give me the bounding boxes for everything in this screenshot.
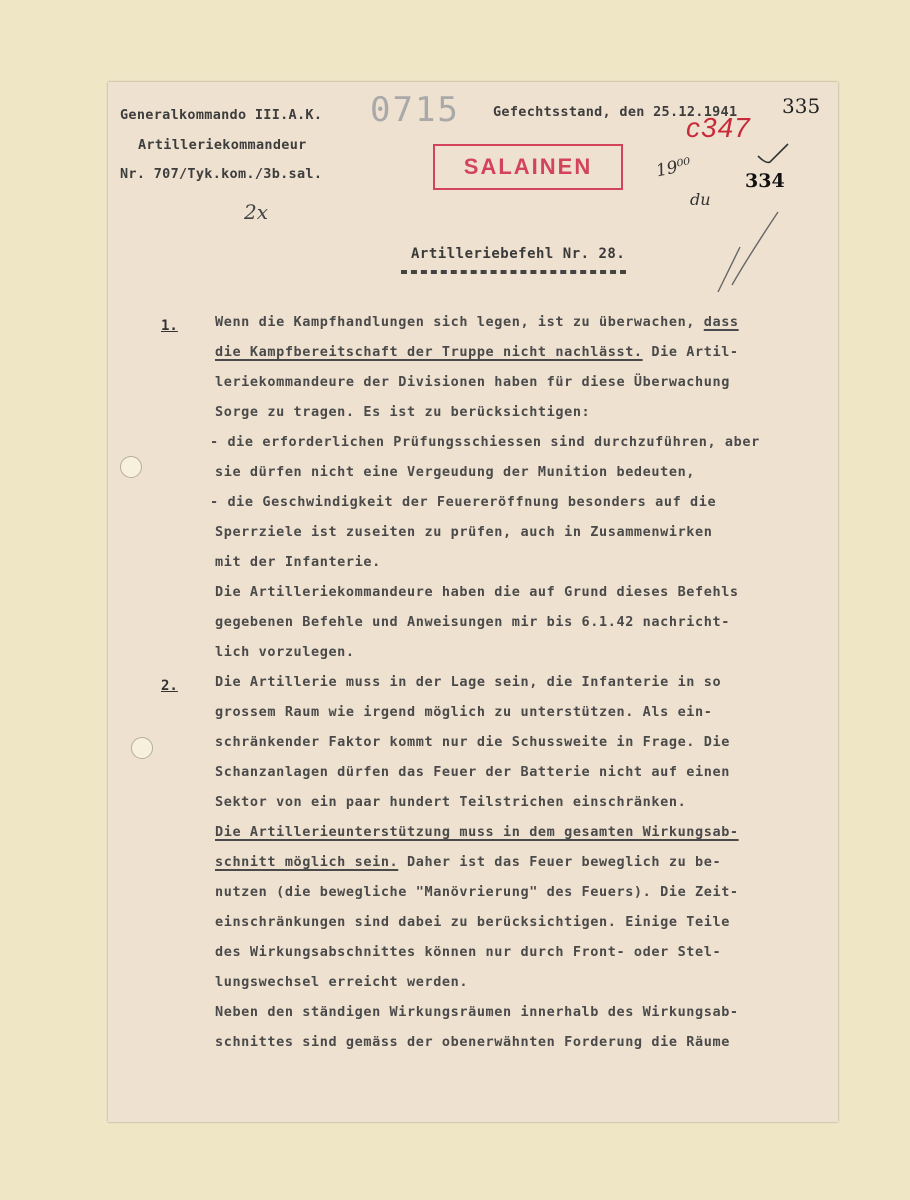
section-1-line: - die erforderlichen Prüfungsschiessen sind durchzuführen, aber: [210, 434, 760, 450]
section-2-line: Die Artillerieunterstützung muss in dem gesamten Wirkungsab-: [215, 824, 739, 840]
section-1-line-2a: die Kampfbereitschaft der Truppe nicht nachlässt.: [215, 344, 643, 360]
header-org-line3: Nr. 707/Tyk.kom./3b.sal.: [120, 166, 323, 182]
section-1-line-1a: Wenn die Kampfhandlungen sich legen, ist zu überwachen,: [215, 314, 704, 330]
header-org-line2: Artilleriekommandeur: [138, 137, 307, 153]
handwritten-initials: du: [690, 190, 711, 209]
punch-hole: [120, 456, 142, 478]
section-1-line: - die Geschwindigkeit der Feuereröffnung besonders auf die: [210, 494, 717, 510]
header-org-line1: Generalkommando III.A.K.: [120, 107, 323, 123]
secret-stamp: SALAINEN: [433, 144, 623, 190]
checkmark-icon: [756, 142, 790, 166]
section-1-number: 1.: [161, 318, 178, 334]
section-2-line: schnittes sind gemäss der obenerwähnten Forderung die Räume: [215, 1034, 730, 1050]
section-1-line: gegebenen Befehle und Anweisungen mir bis 6.1.42 nachricht-: [215, 614, 730, 630]
section-1-line: Die Artilleriekommandeure haben die auf Grund dieses Befehls: [215, 584, 739, 600]
section-1-line: leriekommandeure der Divisionen haben für diese Überwachung: [215, 374, 730, 390]
section-1-line-2b: Die Artil-: [642, 344, 739, 360]
section-1-line: Sorge zu tragen. Es ist zu berücksichtigen:: [215, 404, 591, 420]
handwritten-copies: 2x: [244, 200, 269, 224]
section-2-line-7b: Daher ist das Feuer beweglich zu be-: [398, 854, 722, 870]
section-2-line: Schanzanlagen dürfen das Feuer der Batterie nicht auf einen: [215, 764, 730, 780]
section-2-line: des Wirkungsabschnittes können nur durch Front- oder Stel-: [215, 944, 722, 960]
section-1-line: mit der Infanterie.: [215, 554, 381, 570]
section-2-line: Neben den ständigen Wirkungsräumen innerhalb des Wirkungsab-: [215, 1004, 739, 1020]
page-number-secondary: 334: [745, 170, 785, 192]
section-2-line: Sektor von ein paar hundert Teilstrichen einschränken.: [215, 794, 687, 810]
punch-hole: [131, 737, 153, 759]
document-page: [108, 82, 838, 1122]
section-1-line: Sperrziele ist zuseiten zu prüfen, auch in Zusammenwirken: [215, 524, 713, 540]
header-place-date: Gefechtsstand, den 25.12.1941: [493, 104, 738, 120]
section-2-line: grossem Raum wie irgend möglich zu unterstützen. Als ein-: [215, 704, 713, 720]
pencil-mark-icon: [698, 207, 788, 297]
handwritten-time: 19⁰⁰: [654, 154, 693, 182]
received-number-stamp: 0715: [370, 90, 460, 130]
page-number-top: 335: [782, 94, 821, 118]
section-2-number: 2.: [161, 678, 178, 694]
section-2-line: einschränkungen sind dabei zu berücksichtigen. Einige Teile: [215, 914, 730, 930]
section-2-line: [215, 854, 721, 870]
section-1-line-1b: dass: [703, 314, 739, 330]
section-1-line: sie dürfen nicht eine Vergeudung der Munition bedeuten,: [215, 464, 696, 480]
section-2-line: lungswechsel erreicht werden.: [215, 974, 469, 990]
archive-code: c347: [686, 112, 751, 143]
section-1-line: [215, 344, 739, 360]
section-2-line-7a: schnitt möglich sein.: [215, 854, 399, 870]
document-title: Artilleriebefehl Nr. 28.: [411, 246, 626, 262]
section-1-line: lich vorzulegen.: [215, 644, 355, 660]
section-2-line: schränkender Faktor kommt nur die Schussweite in Frage. Die: [215, 734, 730, 750]
section-2-line: nutzen (die bewegliche "Manövrierung" des Feuers). Die Zeit-: [215, 884, 739, 900]
section-2-line: Die Artillerie muss in der Lage sein, die Infanterie in so: [215, 674, 722, 690]
section-1-line: [215, 314, 739, 330]
title-underline: [401, 270, 626, 274]
